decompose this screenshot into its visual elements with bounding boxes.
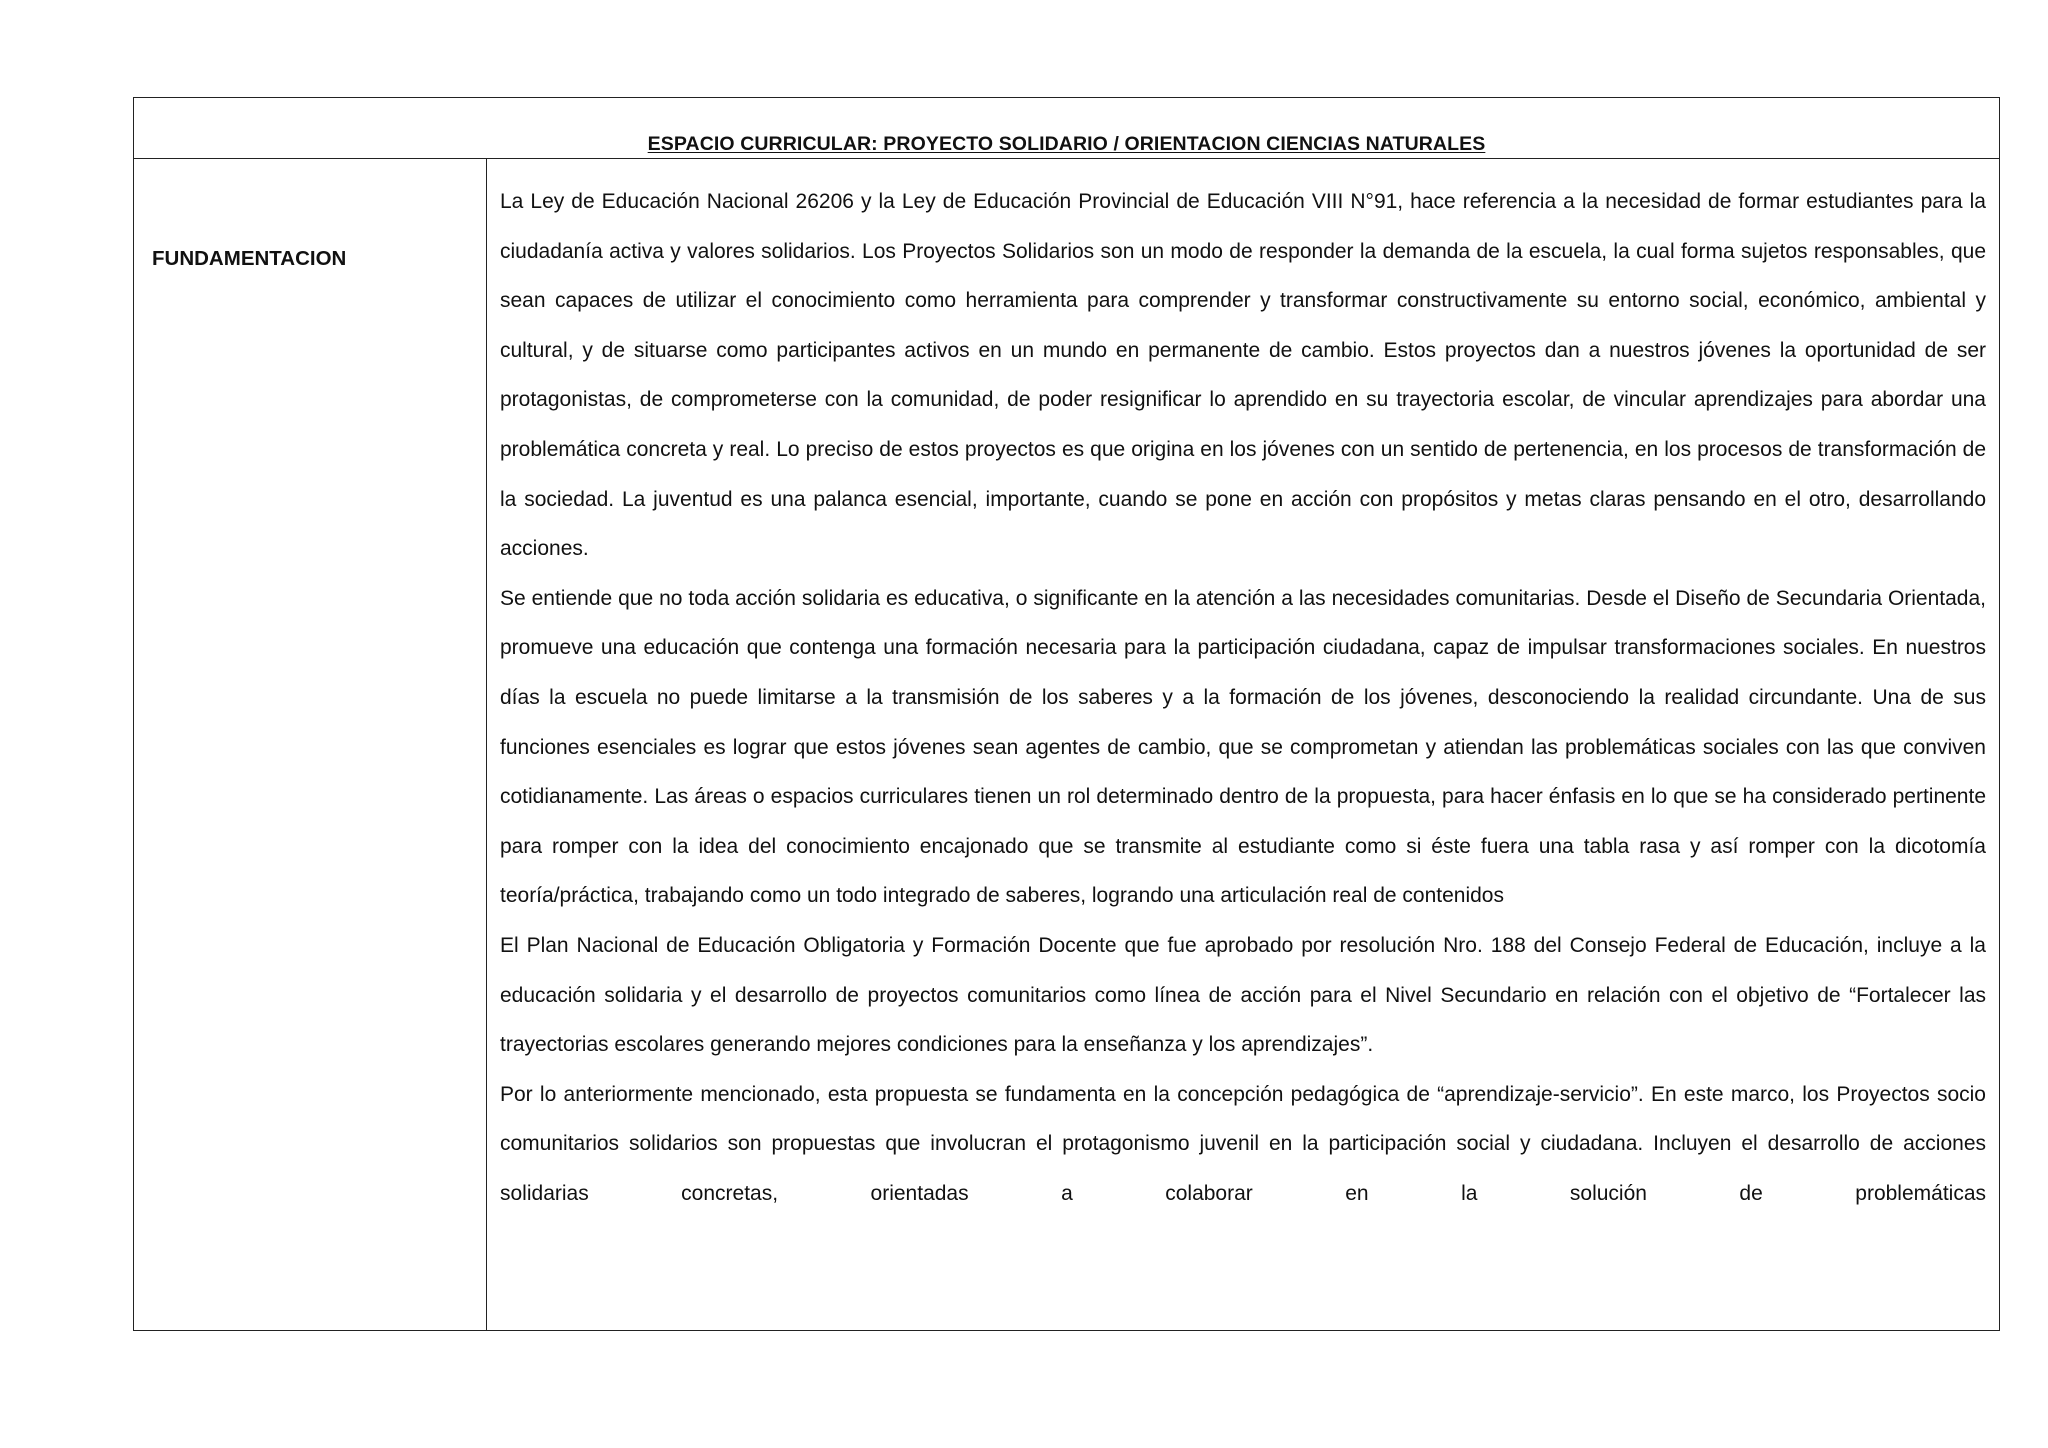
paragraph-3: El Plan Nacional de Educación Obligatoria y Formación Docente que fue aprobado por resolución Nro. 188 del Consejo Federal de Educación, incluye a la educación solidaria y el desarrollo de proyectos comunitarios como línea de acción para el Nivel Secundario en relación con el objetivo de “Fortalecer las trayectorias escolares generando mejores condiciones para la enseñanza y los aprendizajes”. [500, 933, 1986, 1057]
section-label-cell [134, 159, 487, 1330]
document-title: ESPACIO CURRICULAR: PROYECTO SOLIDARIO / ORIENTACION CIENCIAS NATURALES [647, 133, 1486, 155]
section-content-cell [487, 159, 1999, 1330]
paragraph-4: Por lo anteriormente mencionado, esta propuesta se fundamenta en la concepción pedagógica de “aprendizaje-servicio”. En este marco, los Proyectos socio comunitarios solidarios son propuestas que involucran el protagonismo juvenil en la participación social y ciudadana. Incluyen el desarrollo de acciones solidarias concretas, orientadas a colaborar en la solución de problemáticas [500, 1082, 1986, 1205]
curriculum-table [133, 97, 2000, 1331]
section-label: FUNDAMENTACION [152, 247, 347, 270]
paragraph-2: Se entiende que no toda acción solidaria es educativa, o significante en la atención a las necesidades comunitarias. Desde el Diseño de Secundaria Orientada, promueve una educación que contenga una formación necesaria para la participación ciudadana, capaz de impulsar transformaciones sociales. En nuestros días la escuela no puede limitarse a la transmisión de los saberes y a la formación de los jóvenes, desconociendo la realidad circundante. Una de sus funciones esenciales es lograr que estos jóvenes sean agentes de cambio, que se comprometan y atiendan las problemáticas sociales con las que conviven cotidianamente. Las áreas o espacios curriculares tienen un rol determinado dentro de la propuesta, para hacer énfasis en lo que se ha considerado pertinente para romper con la idea del conocimiento encajonado que se transmite al estudiante como si éste fuera una tabla rasa y así romper con la dicotomía teoría/práctica, trabajando como un todo integrado de saberes, logrando una articulación real de contenidos [500, 586, 1986, 908]
paragraph-1: La Ley de Educación Nacional 26206 y la Ley de Educación Provincial de Educación VIII N°91, hace referencia a la necesidad de formar estudiantes para la ciudadanía activa y valores solidarios. Los Proyectos Solidarios son un modo de responder la demanda de la escuela, la cual forma sujetos responsables, que sean capaces de utilizar el conocimiento como herramienta para comprender y transformar constructivamente su entorno social, económico, ambiental y cultural, y de situarse como participantes activos en un mundo en permanente de cambio. Estos proyectos dan a nuestros jóvenes la oportunidad de ser protagonistas, de comprometerse con la comunidad, de poder resignificar lo aprendido en su trayectoria escolar, de vincular aprendizajes para abordar una problemática concreta y real. Lo preciso de estos proyectos es que origina en los jóvenes con un sentido de pertenencia, en los procesos de transformación de la sociedad. La juventud es una palanca esencial, importante, cuando se pone en acción con propósitos y metas claras pensando en el otro, desarrollando acciones. [500, 190, 1986, 561]
table-title-row [134, 98, 1999, 159]
